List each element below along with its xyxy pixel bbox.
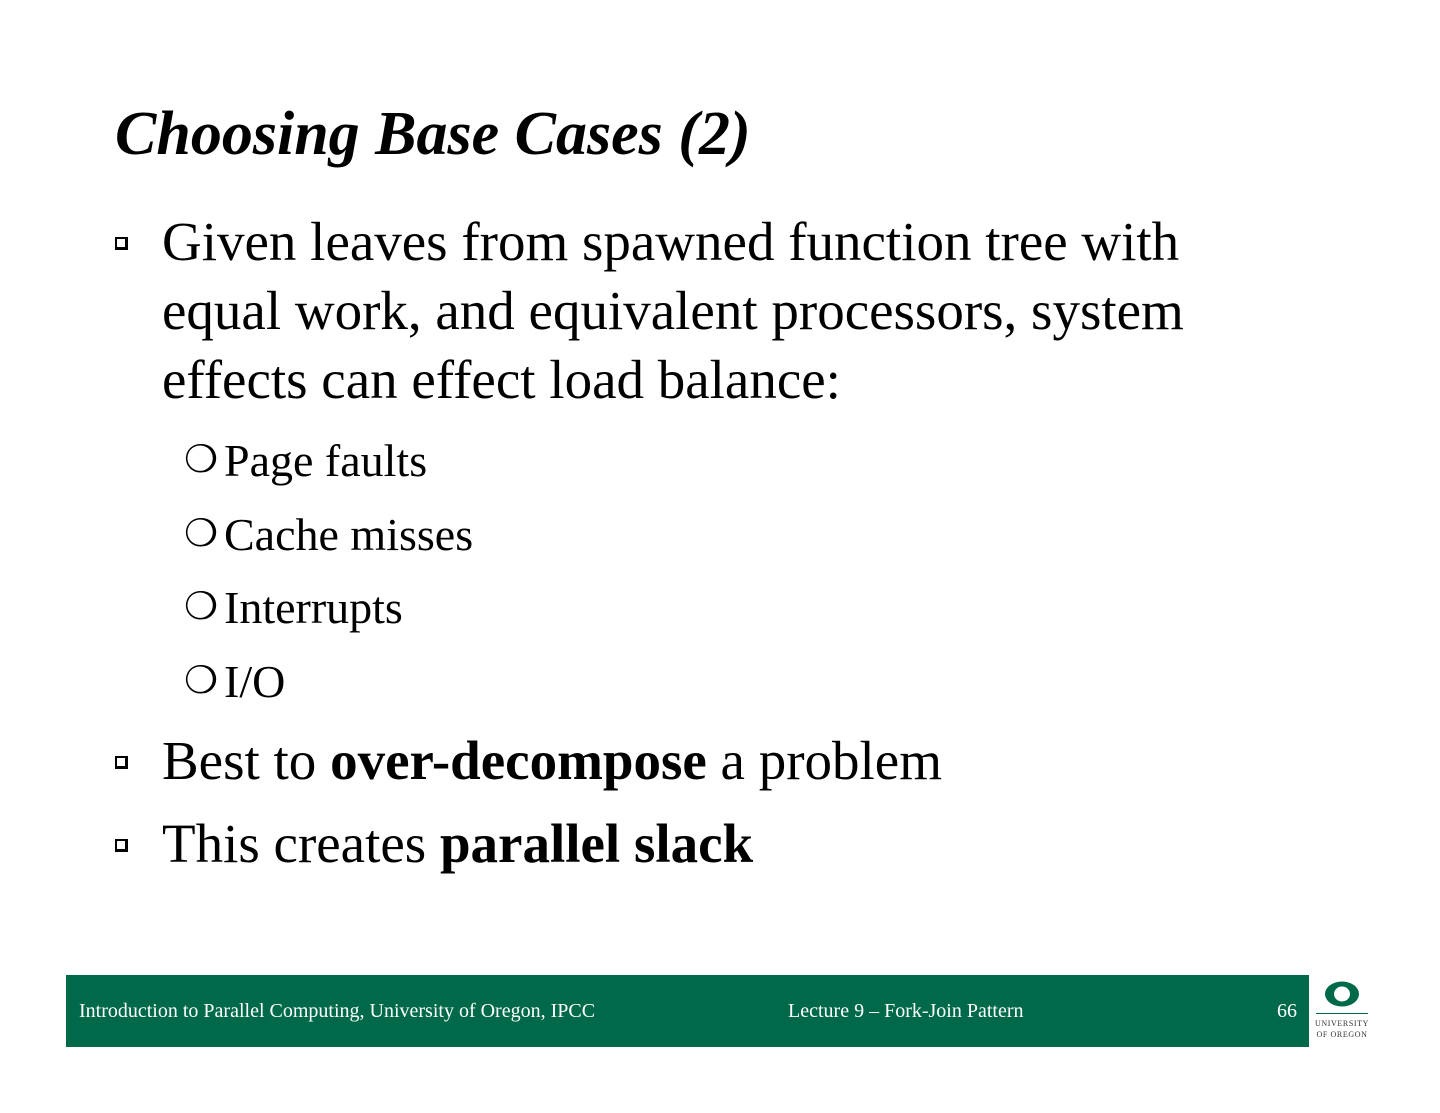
bullet-item-over-decompose bbox=[115, 726, 1315, 795]
bullet-line: equal work, and equivalent processors, system bbox=[162, 280, 1184, 341]
bullet-line: effects can effect load balance: bbox=[162, 349, 841, 410]
sub-item-io bbox=[184, 645, 1315, 719]
footer-bar bbox=[66, 975, 1309, 1047]
university-of-oregon-logo bbox=[1313, 978, 1371, 1046]
bullet-text-prefix: This creates bbox=[162, 813, 440, 874]
bullet-text-bold: parallel slack bbox=[439, 813, 754, 874]
bullet-text-suffix: a problem bbox=[706, 730, 942, 791]
footer-page-number: 66 bbox=[1277, 1000, 1297, 1022]
square-bullet-icon bbox=[115, 839, 128, 852]
bullet-list bbox=[115, 207, 1315, 878]
slide-title: Choosing Base Cases (2) bbox=[115, 100, 751, 168]
sub-item-label: Cache misses bbox=[224, 508, 474, 560]
circle-bullet-icon: ❍ bbox=[184, 512, 219, 555]
circle-bullet-icon: ❍ bbox=[184, 659, 219, 702]
sub-item-label: I/O bbox=[224, 655, 286, 707]
square-bullet-icon bbox=[115, 237, 128, 250]
oregon-o-icon bbox=[1323, 980, 1361, 1008]
bullet-item-parallel-slack bbox=[115, 809, 1315, 878]
logo-text-of-oregon: OF OREGON bbox=[1316, 1030, 1368, 1039]
logo-text-university: UNIVERSITY bbox=[1315, 1019, 1369, 1028]
sub-item-page-faults bbox=[184, 424, 1315, 498]
sub-item-label: Interrupts bbox=[224, 582, 403, 633]
circle-bullet-icon: ❍ bbox=[184, 586, 219, 628]
bullet-text-prefix: Best to bbox=[162, 730, 331, 791]
sub-item-interrupts bbox=[184, 571, 1315, 645]
bullet-text-bold: over-decompose bbox=[330, 730, 707, 791]
bullet-item-system-effects bbox=[115, 207, 1315, 718]
square-bullet-icon bbox=[115, 756, 128, 769]
footer-lecture-title: Lecture 9 – Fork-Join Pattern bbox=[788, 1000, 1024, 1022]
bullet-line: Given leaves from spawned function tree with bbox=[162, 211, 1180, 272]
sub-item-cache-misses bbox=[184, 498, 1315, 572]
sub-item-label: Page faults bbox=[224, 435, 428, 486]
footer-course-title: Introduction to Parallel Computing, University of Oregon, IPCC bbox=[79, 1000, 596, 1022]
circle-bullet-icon: ❍ bbox=[184, 439, 219, 481]
sub-list bbox=[162, 424, 1315, 718]
logo-divider bbox=[1316, 1013, 1368, 1014]
